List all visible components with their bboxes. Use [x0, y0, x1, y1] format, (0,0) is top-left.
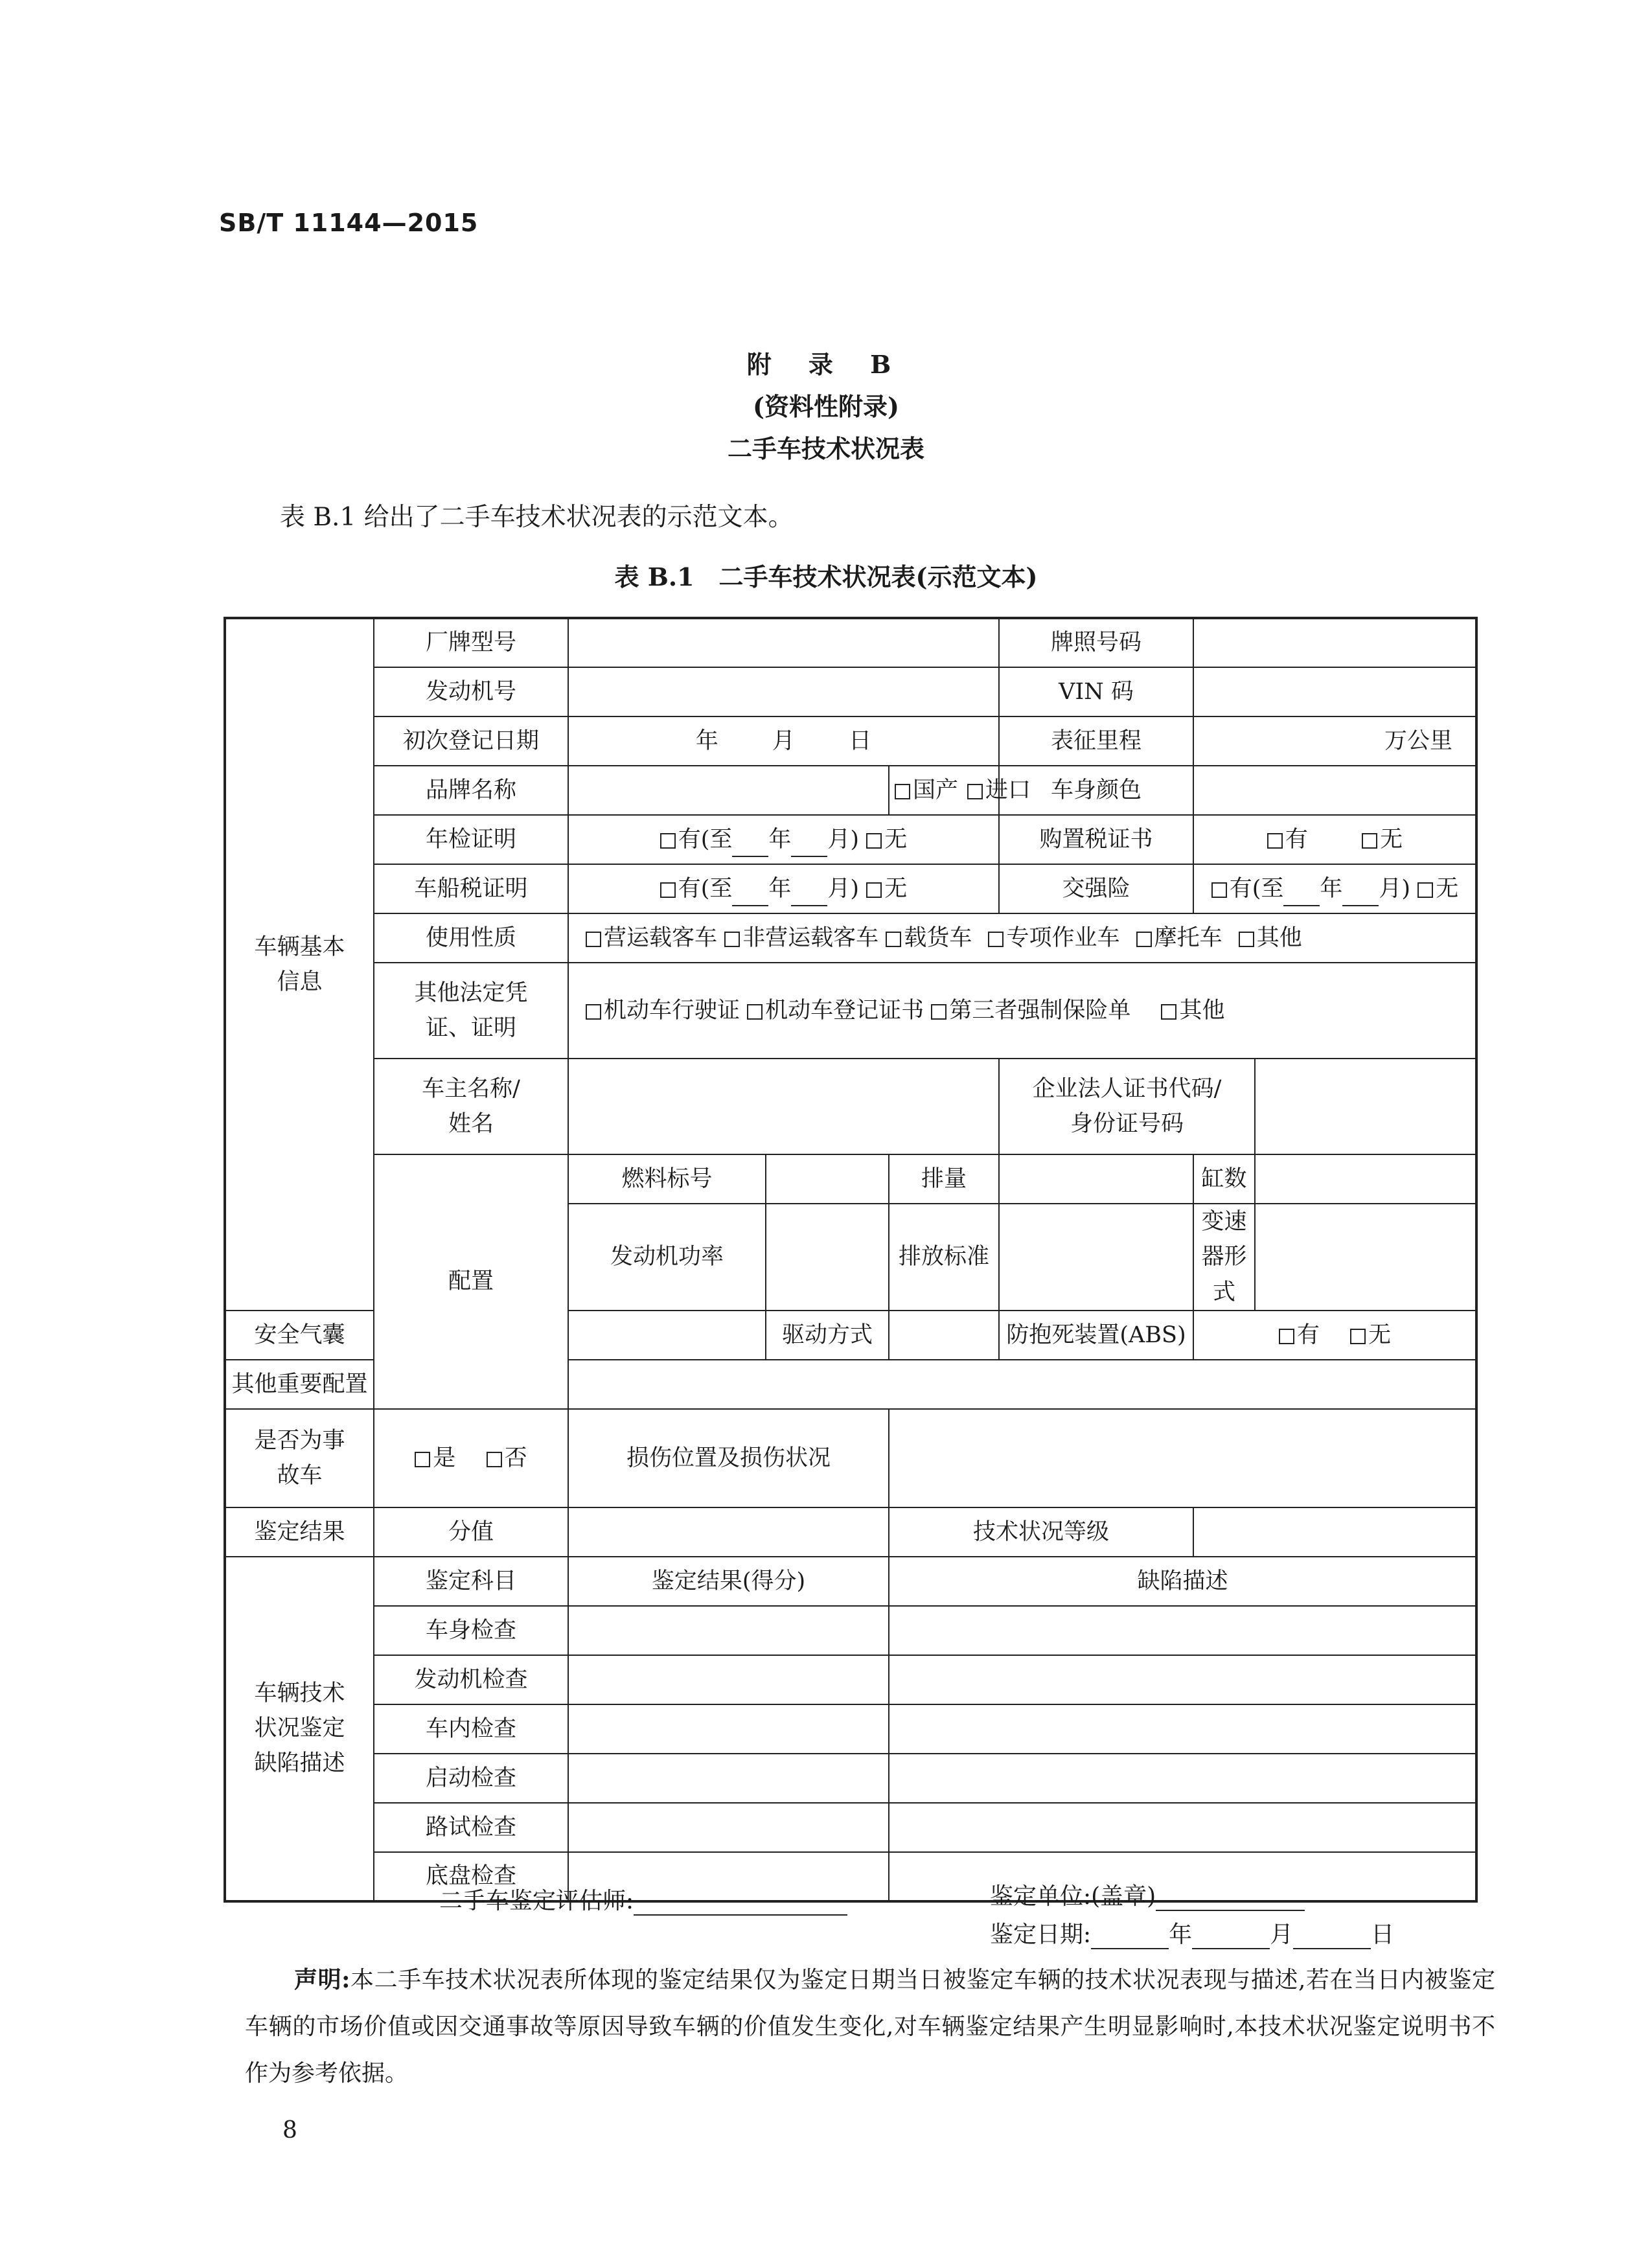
table-row [225, 1754, 1476, 1803]
label-vin: VIN 码 [999, 667, 1193, 716]
appraiser-label: 二手车鉴定评估师: [439, 1888, 634, 1914]
label-first-registration: 初次登记日期 [374, 716, 568, 766]
field-defect-startup[interactable] [889, 1754, 1476, 1803]
appraiser-signature [439, 1883, 847, 1916]
label-body-color: 车身颜色 [999, 766, 1193, 815]
field-emission-standard[interactable] [999, 1204, 1193, 1311]
date-label: 鉴定日期: [990, 1921, 1092, 1948]
statement-text: 本二手车技术状况表所体现的鉴定结果仅为鉴定日期当日被鉴定车辆的技术状况表现与描述,若在当日内被鉴定车辆的市场价值或因交通事故等原因导致车辆的价值发生变化,对车辆鉴定结果产生明显影响时,本技术状况鉴定说明书不作为参考依据。 [245, 1967, 1495, 2087]
mileage-unit: 万公里 [1384, 727, 1452, 754]
field-airbags[interactable] [568, 1311, 766, 1360]
appraiser-line[interactable] [634, 1892, 847, 1916]
field-brand-model[interactable] [568, 618, 999, 667]
field-usage: 营运载客车 非营运载客车 载货车 专项作业车 摩托车 其他 [568, 913, 1476, 963]
checkbox-annual-no[interactable] [866, 833, 882, 849]
table-row [225, 1655, 1476, 1704]
field-result-road-test[interactable] [568, 1803, 889, 1852]
field-score[interactable] [568, 1507, 889, 1557]
checkbox-accident-no[interactable] [487, 1452, 502, 1467]
checkbox-vessel-yes[interactable] [660, 882, 676, 898]
checkbox-tax-no[interactable] [1362, 833, 1377, 849]
unit-label: 鉴定单位:(盖章) [990, 1883, 1156, 1910]
field-plate-number[interactable] [1193, 618, 1476, 667]
checkbox-domestic[interactable] [895, 784, 910, 799]
label-purchase-tax: 购置税证书 [999, 815, 1193, 864]
field-engine-power[interactable] [766, 1204, 889, 1311]
checkbox-usage-2[interactable] [886, 932, 901, 947]
checkbox-insurance-no[interactable] [1417, 882, 1433, 898]
section-defects: 车辆技术状况鉴定缺陷描述 [225, 1557, 374, 1901]
label-owner-id: 企业法人证书代码/身份证号码 [999, 1059, 1255, 1154]
table-row [225, 1704, 1476, 1754]
label-defect-description: 缺陷描述 [889, 1557, 1476, 1606]
field-damage[interactable] [889, 1409, 1476, 1507]
date-day-line[interactable] [1293, 1926, 1371, 1949]
label-mileage: 表征里程 [999, 716, 1193, 766]
inspection-item-interior: 车内检查 [374, 1704, 568, 1754]
inspection-item-body: 车身检查 [374, 1606, 568, 1655]
standard-code: SB/T 11144—2015 [219, 209, 479, 237]
checkbox-usage-4[interactable] [1136, 932, 1152, 947]
checkbox-vessel-no[interactable] [866, 882, 882, 898]
appendix-type: (资料性附录) [753, 392, 899, 421]
checkbox-abs-no[interactable] [1350, 1329, 1366, 1344]
field-displacement[interactable] [999, 1154, 1193, 1204]
field-abs: 有 无 [1193, 1311, 1476, 1360]
date-month-line[interactable] [1192, 1926, 1270, 1949]
field-mileage[interactable] [1193, 716, 1476, 766]
inspection-item-chassis: 底盘检查 [374, 1852, 568, 1901]
label-emission-standard: 排放标准 [889, 1204, 999, 1311]
label-drive-mode: 驱动方式 [766, 1311, 889, 1360]
checkbox-cert-3[interactable] [1161, 1004, 1176, 1020]
page-number: 8 [282, 2117, 297, 2144]
checkbox-cert-2[interactable] [931, 1004, 946, 1020]
label-inspection-result: 鉴定结果(得分) [568, 1557, 889, 1606]
statement [245, 1956, 1495, 2097]
field-annual-inspection: 有(至 年 月) 无 [568, 815, 999, 864]
field-fuel-grade[interactable] [766, 1154, 889, 1204]
date-month: 月 [772, 727, 795, 754]
checkbox-tax-yes[interactable] [1267, 833, 1283, 849]
label-engine-power: 发动机功率 [568, 1204, 766, 1311]
label-brand-model: 厂牌型号 [374, 618, 568, 667]
inspection-item-startup: 启动检查 [374, 1754, 568, 1803]
date-day: 日 [849, 727, 872, 754]
statement-label: 声明: [294, 1966, 350, 1993]
label-annual-inspection: 年检证明 [374, 815, 568, 864]
date-year-line[interactable] [1091, 1926, 1169, 1949]
field-defect-interior[interactable] [889, 1704, 1476, 1754]
label-inspection-item: 鉴定科目 [374, 1557, 568, 1606]
label-damage: 损伤位置及损伤状况 [568, 1409, 889, 1507]
field-cylinders[interactable] [1255, 1154, 1476, 1204]
label-engine-number: 发动机号 [374, 667, 568, 716]
field-other-config[interactable] [568, 1360, 1476, 1409]
checkbox-cert-1[interactable] [747, 1004, 763, 1020]
field-vin[interactable] [1193, 667, 1476, 716]
label-airbags: 安全气囊 [225, 1311, 374, 1360]
checkbox-usage-3[interactable] [988, 932, 1004, 947]
field-accident: 是 否 [374, 1409, 568, 1507]
field-result-startup[interactable] [568, 1754, 889, 1803]
label-transmission: 变速器形式 [1193, 1204, 1255, 1311]
section-basic-info: 车辆基本信息 [225, 618, 374, 1311]
section-result: 鉴定结果 [225, 1507, 374, 1557]
date-year: 年 [695, 727, 718, 754]
label-abs: 防抱死装置(ABS) [999, 1311, 1193, 1360]
field-brand-name[interactable] [568, 766, 889, 815]
label-owner: 车主名称/姓名 [374, 1059, 568, 1154]
appraisal-unit [990, 1878, 1305, 1911]
label-displacement: 排量 [889, 1154, 999, 1204]
field-first-registration[interactable] [568, 716, 999, 766]
inspection-item-road-test: 路试检查 [374, 1803, 568, 1852]
unit-line[interactable] [1156, 1888, 1305, 1911]
checkbox-abs-yes[interactable] [1279, 1329, 1294, 1344]
label-other-config: 其他重要配置 [225, 1360, 374, 1409]
field-purchase-tax: 有 无 [1193, 815, 1476, 864]
field-defect-body[interactable] [889, 1606, 1476, 1655]
checkbox-insurance-yes[interactable] [1211, 882, 1227, 898]
checkbox-usage-5[interactable] [1239, 932, 1254, 947]
field-owner-id[interactable] [1255, 1059, 1476, 1154]
section-config: 配置 [374, 1154, 568, 1409]
label-grade: 技术状况等级 [889, 1507, 1193, 1557]
field-drive-mode[interactable] [889, 1311, 999, 1360]
section-accident: 是否为事故车 [225, 1409, 374, 1507]
checkbox-imported[interactable] [967, 784, 983, 799]
checkbox-usage-1[interactable] [724, 932, 740, 947]
label-usage: 使用性质 [374, 913, 568, 963]
checkbox-cert-0[interactable] [586, 1004, 601, 1020]
label-score: 分值 [374, 1507, 568, 1557]
field-owner[interactable] [568, 1059, 999, 1154]
table-caption: 表 B.1 二手车技术状况表(示范文本) [614, 562, 1038, 591]
appendix-title: 附 录 B [746, 350, 906, 379]
label-cylinders: 缸数 [1193, 1154, 1255, 1204]
inspection-item-engine: 发动机检查 [374, 1655, 568, 1704]
field-grade[interactable] [1193, 1507, 1476, 1557]
appendix-name: 二手车技术状况表 [727, 434, 924, 463]
intro-text: 表 B.1 给出了二手车技术状况表的示范文本。 [280, 503, 794, 532]
table-row [225, 1606, 1476, 1655]
label-compulsory-insurance: 交强险 [999, 864, 1193, 913]
field-compulsory-insurance: 有(至 年 月) 无 [1193, 864, 1476, 913]
field-transmission[interactable] [1255, 1204, 1476, 1311]
table-row [225, 1803, 1476, 1852]
field-origin: 国产 进口 [889, 766, 999, 815]
field-result-body[interactable] [568, 1606, 889, 1655]
field-body-color[interactable] [1193, 766, 1476, 815]
label-other-certs: 其他法定凭证、证明 [374, 963, 568, 1059]
label-fuel-grade: 燃料标号 [568, 1154, 766, 1204]
field-defect-engine[interactable] [889, 1655, 1476, 1704]
vehicle-condition-form [224, 617, 1478, 1903]
checkbox-annual-yes[interactable] [660, 833, 676, 849]
checkbox-usage-0[interactable] [586, 932, 601, 947]
field-defect-road-test[interactable] [889, 1803, 1476, 1852]
field-result-engine[interactable] [568, 1655, 889, 1704]
field-engine-number[interactable] [568, 667, 999, 716]
field-other-certs: 机动车行驶证 机动车登记证书 第三者强制保险单 其他 [568, 963, 1476, 1059]
checkbox-accident-yes[interactable] [415, 1452, 430, 1467]
label-vessel-tax: 车船税证明 [374, 864, 568, 913]
label-plate-number: 牌照号码 [999, 618, 1193, 667]
field-vessel-tax: 有(至 年 月) 无 [568, 864, 999, 913]
field-result-interior[interactable] [568, 1704, 889, 1754]
appraisal-date: 鉴定日期: 年 月 日 [990, 1921, 1395, 1948]
label-brand-name: 品牌名称 [374, 766, 568, 815]
